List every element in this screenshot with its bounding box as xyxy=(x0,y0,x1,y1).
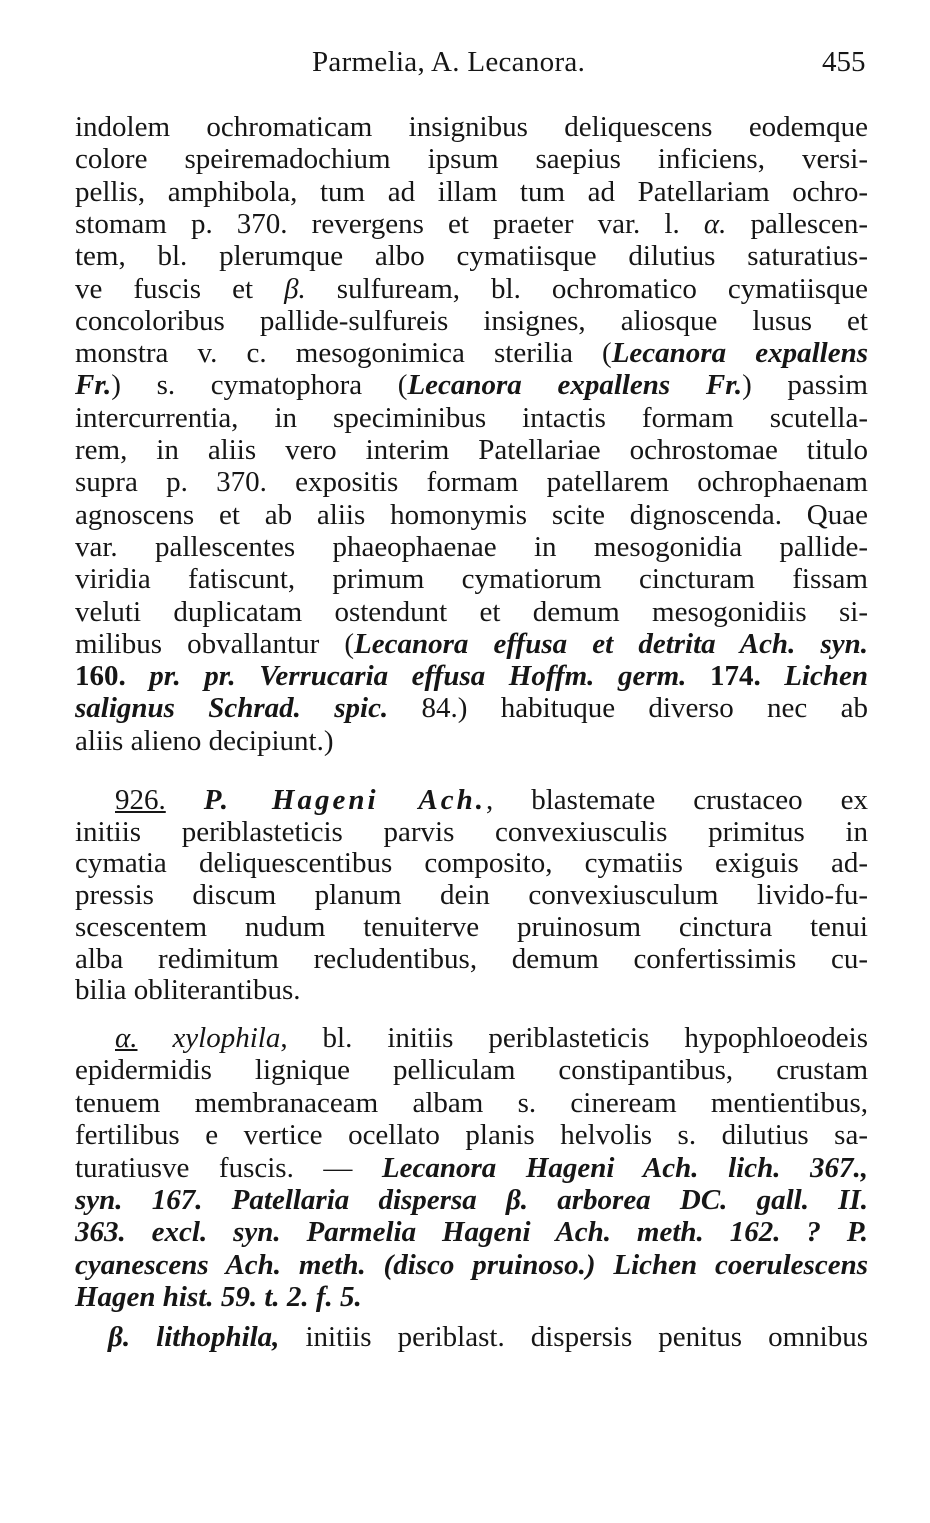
text-line xyxy=(75,1184,868,1216)
text-segment: ve fuscis et xyxy=(75,272,285,305)
text-line xyxy=(75,208,868,240)
text-line xyxy=(75,1216,868,1248)
text-segment: syn. 167. Patellaria dispersa β. arborea DC. gall. II. xyxy=(75,1184,868,1216)
text-line xyxy=(75,1249,868,1281)
text-segment: α. xyxy=(703,207,727,240)
text-segment: indolem ochromaticam insignibus deliquescens eodemque xyxy=(75,111,868,143)
text-segment: scescentem nudum tenuiterve pruinosum cinctura tenui xyxy=(75,910,868,943)
text-segment: , blastemate crustaceo ex xyxy=(486,784,869,816)
text-line xyxy=(115,1022,868,1054)
text-line xyxy=(75,176,868,208)
text-segment: Lichen xyxy=(760,660,868,693)
text-segment: pressis discum planum dein convexiusculum livido-fu- xyxy=(75,879,868,912)
text-line xyxy=(75,1281,868,1313)
text-segment: var. pallescentes phaeophaenae in mesogonidia pallide- xyxy=(75,530,868,563)
text-line xyxy=(75,725,868,757)
text-segment: tenuem membranaceam albam s. cineream mentientibus, xyxy=(75,1086,868,1119)
text-segment: ) passim xyxy=(742,369,868,402)
text-line xyxy=(75,879,868,911)
text-line xyxy=(75,974,868,1006)
text-segment: rem, in aliis vero interim Patellariae ochrostomae titulo xyxy=(75,434,868,466)
text-segment: Lecanora expallens Fr. xyxy=(407,369,743,402)
text-line xyxy=(108,1321,868,1353)
text-segment: monstra v. c. mesogonimica sterilia ( xyxy=(75,337,612,370)
text-segment xyxy=(137,1022,172,1054)
text-line xyxy=(75,402,868,434)
text-segment: salignus Schrad. spic. xyxy=(75,692,422,725)
text-line xyxy=(75,1119,868,1151)
text-segment: initiis periblasteticis parvis convexiusculis primitus in xyxy=(75,815,868,848)
running-title: Parmelia, A. Lecanora. xyxy=(312,46,586,78)
text-segment xyxy=(166,784,204,816)
text-segment: 363. excl. syn. Parmelia Hageni Ach. meth. 162. ? P. xyxy=(75,1216,868,1249)
text-segment: sulfuream, bl. ochromatico cymatiisque xyxy=(305,272,868,305)
text-line xyxy=(75,816,868,848)
text-segment: Fr. xyxy=(75,369,112,402)
text-segment: cyanescens Ach. meth. (disco pruinoso.) Lichen coerulescens xyxy=(75,1248,868,1281)
text-line xyxy=(115,784,868,816)
text-segment: cymatia deliquescentibus composito, cymatiis exiguis ad- xyxy=(75,847,868,880)
text-line xyxy=(75,466,868,498)
text-segment: 174. xyxy=(709,660,761,693)
text-segment: Lecanora Hageni Ach. lich. 367., xyxy=(381,1151,868,1184)
page-number: 455 xyxy=(822,46,866,78)
text-segment: stomam p. 370. revergens et praeter var. l. xyxy=(75,207,704,240)
text-segment: , bl. initiis periblasteticis hypophloeodeis xyxy=(280,1022,868,1054)
text-segment: xylophila xyxy=(172,1022,281,1054)
text-line xyxy=(75,369,868,401)
text-segment: tem, bl. plerumque albo cymatiisque dilutius saturatius- xyxy=(75,240,868,273)
text-line xyxy=(75,596,868,628)
text-segment: initiis periblast. dispersis penitus omnibus xyxy=(279,1321,868,1353)
text-segment: epidermidis lignique pelliculam constipantibus, crustam xyxy=(75,1054,868,1087)
text-segment: 84.) habituque diverso nec ab xyxy=(421,692,868,725)
text-segment: ) s. cymatophora ( xyxy=(111,369,408,402)
text-segment: β. xyxy=(284,272,306,305)
text-segment: supra p. 370. expositis formam patellarem ochrophaenam xyxy=(75,466,868,499)
text-segment: milibus obvallantur ( xyxy=(75,627,355,660)
text-segment: P. Hageni Ach. xyxy=(203,784,487,816)
text-segment: β. lithophila, xyxy=(108,1321,280,1353)
text-segment: intercurrentia, in speciminibus intactis formam scutella- xyxy=(75,401,868,434)
text-line xyxy=(75,434,868,466)
text-segment: 926. xyxy=(115,784,166,816)
text-segment: aliis alieno decipiunt.) xyxy=(75,724,334,757)
text-segment: 160. xyxy=(75,660,126,693)
text-line xyxy=(75,499,868,531)
text-line xyxy=(75,531,868,563)
text-segment: alba redimitum recludentibus, demum confertissimis cu- xyxy=(75,942,868,975)
text-line xyxy=(75,305,868,337)
text-segment: Hagen hist. 59. t. 2. f. 5. xyxy=(75,1281,362,1314)
text-line xyxy=(75,563,868,595)
text-line xyxy=(75,111,868,143)
text-segment: viridia fatiscunt, primum cymatiorum cincturam fissam xyxy=(75,563,868,596)
text-line xyxy=(75,143,868,175)
text-segment: veluti duplicatam ostendunt et demum mesogonidiis si- xyxy=(75,595,868,628)
text-line xyxy=(75,273,868,305)
text-segment: agnoscens et ab aliis homonymis scite dignoscenda. Quae xyxy=(75,498,868,531)
text-segment: colore speiremadochium ipsum saepius inficiens, versi- xyxy=(75,143,868,176)
text-line xyxy=(75,240,868,272)
text-segment: bilia obliterantibus. xyxy=(75,974,301,1007)
text-segment: α. xyxy=(115,1022,138,1054)
text-line xyxy=(75,943,868,975)
text-segment: pallescen- xyxy=(726,207,869,240)
text-line xyxy=(75,847,868,879)
text-segment: concoloribus pallide-sulfureis insignes, aliosque lusus et xyxy=(75,304,868,337)
text-line xyxy=(75,1152,868,1184)
text-line xyxy=(75,692,868,724)
text-segment: pr. pr. Verrucaria effusa Hoffm. germ. xyxy=(125,660,710,693)
text-segment: Lecanora effusa et detrita Ach. syn. xyxy=(354,627,868,660)
text-line xyxy=(75,1054,868,1086)
text-segment: fertilibus e vertice ocellato planis helvolis s. dilutius sa- xyxy=(75,1119,868,1152)
text-segment: pellis, amphibola, tum ad illam tum ad Patellariam ochro- xyxy=(75,175,868,208)
text-segment: Lecanora expallens xyxy=(611,337,868,370)
text-segment: turatiusve fuscis. — xyxy=(75,1151,382,1184)
text-line xyxy=(75,911,868,943)
text-line xyxy=(75,660,868,692)
text-line xyxy=(75,1087,868,1119)
text-line xyxy=(75,337,868,369)
text-line xyxy=(75,628,868,660)
